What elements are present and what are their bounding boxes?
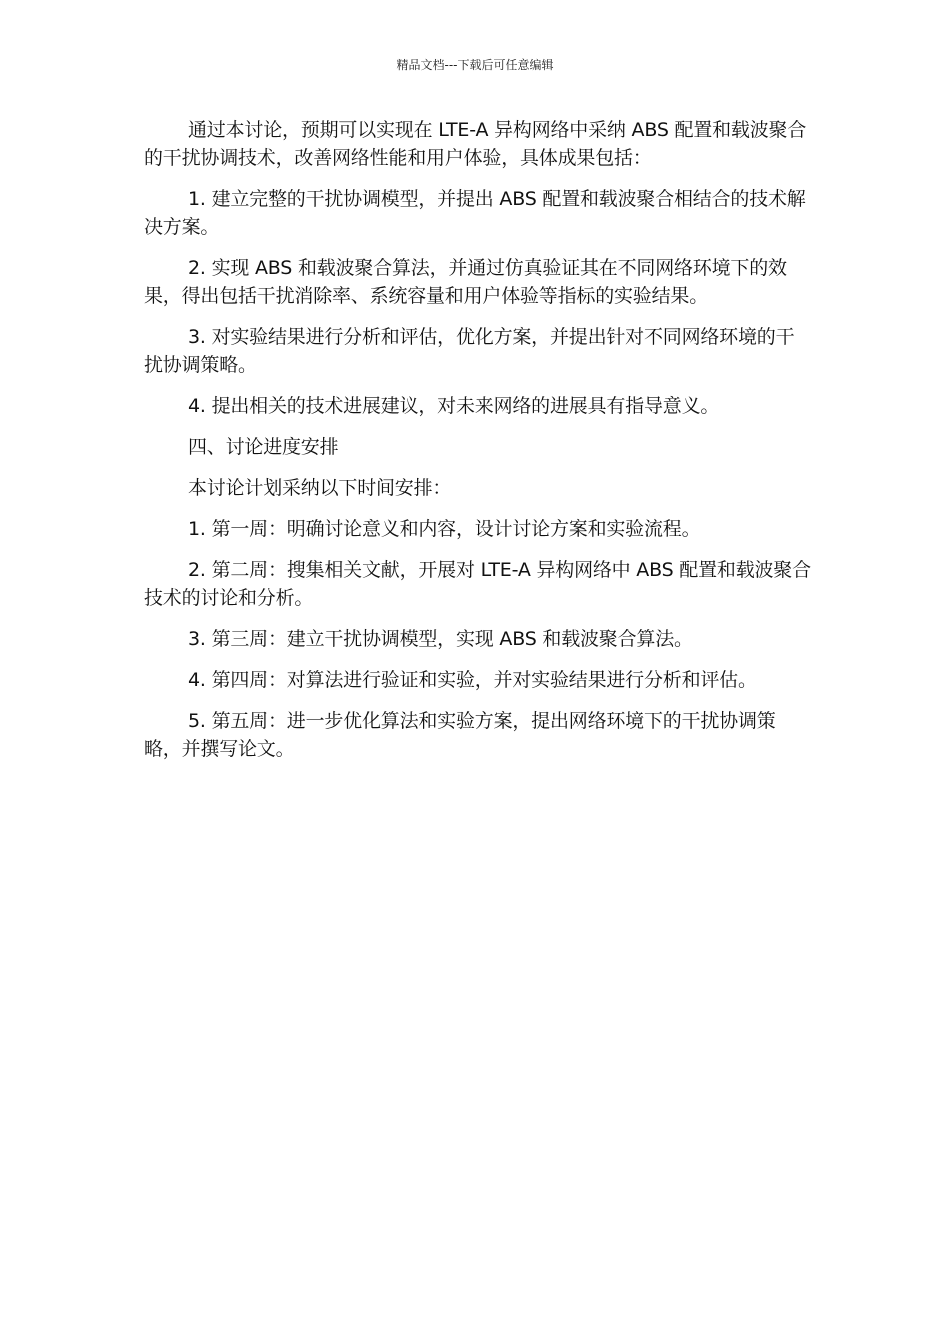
document-body (144, 116, 812, 776)
list-item-week-3: 3. 第三周：建立干扰协调模型，实现 ABS 和载波聚合算法。 (188, 628, 693, 650)
list-item-result-2: 2. 实现 ABS 和载波聚合算法，并通过仿真验证其在不同网络环境下的效果，得出包括干扰消除率、系统容量和用户体验等指标的实验结果。 (144, 257, 787, 307)
page-header: 精品文档---下载后可任意编辑 (396, 58, 554, 72)
list-item-result-1: 1. 建立完整的干扰协调模型，并提出 ABS 配置和载波聚合相结合的技术解决方案。 (144, 188, 806, 238)
paragraph-expected-results: 通过本讨论，预期可以实现在 LTE-A 异构网络中采纳 ABS 配置和载波聚合的干扰协调技术，改善网络性能和用户体验，具体成果包括： (144, 119, 807, 169)
list-item-result-3: 3. 对实验结果进行分析和评估，优化方案，并提出针对不同网络环境的干扰协调策略。 (144, 326, 795, 376)
list-item-week-5: 5. 第五周：进一步优化算法和实验方案，提出网络环境下的干扰协调策略，并撰写论文。 (144, 710, 776, 760)
list-item-week-1: 1. 第一周：明确讨论意义和内容，设计讨论方案和实验流程。 (188, 518, 701, 540)
paragraph-schedule-intro: 本讨论计划采纳以下时间安排： (188, 477, 452, 499)
section-heading-schedule: 四、讨论进度安排 (188, 436, 339, 458)
list-item-week-4: 4. 第四周：对算法进行验证和实验，并对实验结果进行分析和评估。 (188, 669, 757, 691)
list-item-result-4: 4. 提出相关的技术进展建议，对未来网络的进展具有指导意义。 (188, 395, 720, 417)
list-item-week-2: 2. 第二周：搜集相关文献，开展对 LTE-A 异构网络中 ABS 配置和载波聚合技术的讨论和分析。 (144, 559, 811, 609)
